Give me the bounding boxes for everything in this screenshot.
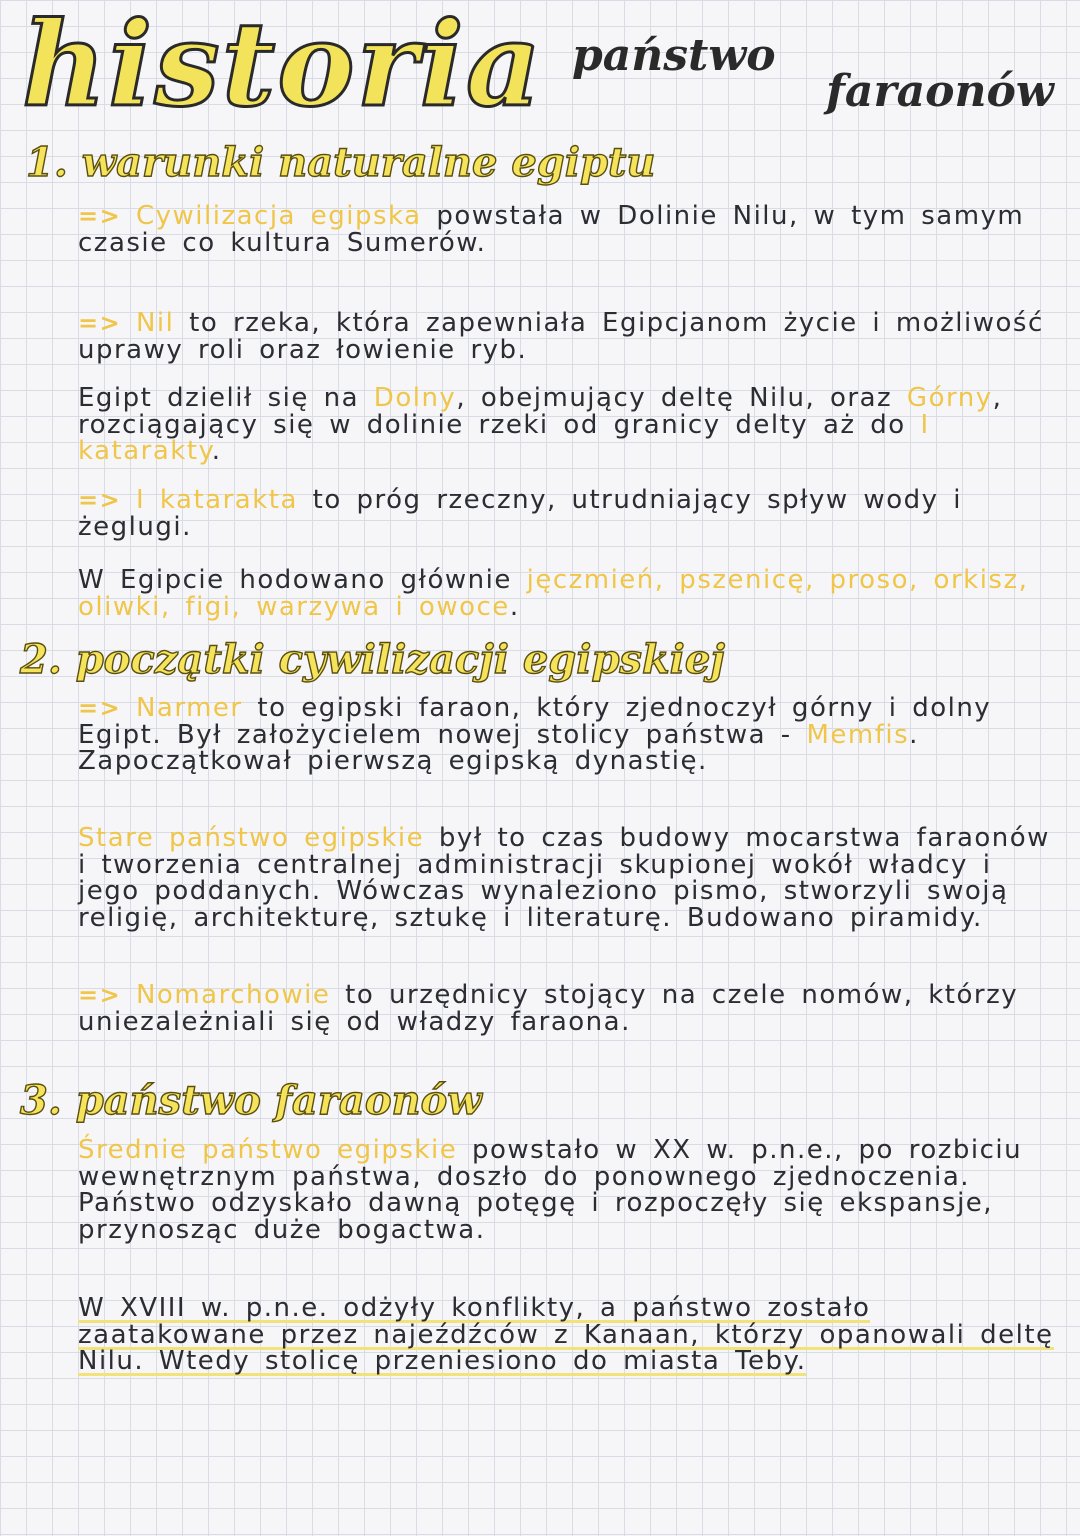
- section-1-heading: [26, 138, 655, 188]
- crops-list: jęczmień, pszenicę, proso, orkisz, oliwki, figi, warzywa i owoce: [78, 565, 1029, 622]
- section-1-paragraph-1: [78, 203, 1063, 256]
- section-3-paragraph-1: [78, 1137, 1063, 1243]
- section-1-paragraph-5: [78, 567, 1063, 620]
- paragraph-text: to egipski faraon, który zjednoczył górny i dolny Egipt. Był założycielem nowej stolicy państwa -: [78, 693, 992, 750]
- section-2-heading: [20, 635, 725, 685]
- section-1-number: 1.: [26, 139, 68, 186]
- section-2-paragraph-2: [78, 825, 1063, 931]
- paragraph-text: , rozciągający się w dolinie rzeki od granicy delty aż do: [78, 383, 1003, 440]
- paragraph-text: to urzędnicy stojący na czele nomów, którzy uniezależniali się od władzy faraona.: [78, 980, 1019, 1037]
- paragraph-text: powstała w Dolinie Nilu, w tym samym czasie co kultura Sumerów.: [78, 201, 1025, 258]
- paragraph-text: W Egipcie hodowano głównie: [78, 565, 512, 595]
- page-title: historia: [22, 0, 544, 133]
- section-3-number: 3.: [20, 1077, 62, 1124]
- section-2-paragraph-3: [78, 982, 1063, 1035]
- section-1-paragraph-3: [78, 385, 1063, 465]
- page-subtitle-2: faraonów: [826, 66, 1054, 117]
- term-stare-panstwo: Stare państwo egipskie: [78, 823, 425, 853]
- term-srednie-panstwo: Średnie państwo egipskie: [78, 1135, 458, 1165]
- section-3-heading: [20, 1076, 482, 1126]
- paragraph-text: , obejmujący deltę Nilu, oraz: [456, 383, 893, 413]
- paragraph-text: Egipt dzielił się na: [78, 383, 360, 413]
- paragraph-text: to rzeka, która zapewniała Egipcjanom życie i możliwość uprawy roli oraz łowienie ryb.: [78, 308, 1044, 365]
- section-2-paragraph-1: [78, 695, 1063, 775]
- term-memfis: Memfis: [806, 719, 910, 750]
- term-katarakta: I katarakta: [135, 485, 298, 515]
- arrow-icon: =>: [78, 309, 122, 337]
- term-i-katarakty: I katarakty: [78, 409, 930, 466]
- term-nomarchowie: Nomarchowie: [135, 980, 331, 1010]
- section-2-title: początki cywilizacji egipskiej: [75, 636, 725, 683]
- arrow-icon: =>: [78, 486, 122, 514]
- term-dolny: Dolny: [373, 383, 457, 413]
- arrow-icon: =>: [78, 202, 122, 230]
- section-3-paragraph-2: [78, 1295, 1063, 1375]
- paragraph-text: . Zapoczątkował pierwszą egipską dynastię.: [78, 719, 919, 776]
- term-narmer: Narmer: [135, 693, 243, 723]
- arrow-icon: =>: [78, 981, 122, 1009]
- section-3-title: państwo faraonów: [75, 1077, 482, 1124]
- paragraph-text: .: [211, 436, 222, 466]
- term-nil: Nil: [135, 308, 175, 338]
- arrow-icon: =>: [78, 694, 122, 722]
- section-1-paragraph-4: [78, 487, 1063, 540]
- paragraph-text: .: [509, 591, 520, 622]
- section-1-title: warunki naturalne egiptu: [81, 139, 656, 186]
- paragraph-text: był to czas budowy mocarstwa faraonów i tworzenia centralnej administracji skupionej wokół władcy i jego poddanych. Wówczas wynaleziono pismo, stworzyli swoją religię, architekturę, sztukę i literaturę. Budowano piramidy.: [78, 823, 1050, 933]
- page-subtitle-1: państwo: [572, 30, 776, 81]
- section-1-paragraph-2: [78, 310, 1063, 363]
- term-gorny: Górny: [906, 383, 993, 413]
- paragraph-text: W XVIII w. p.n.e. odżyły konflikty, a państwo zostało zaatakowane przez najeźdźców z Kanaan, którzy opanowali deltę Nilu. Wtedy stolicę przeniesiono do miasta Teby.: [78, 1293, 1054, 1376]
- term-cywilizacja: Cywilizacja egipska: [135, 201, 422, 231]
- paragraph-text: powstało w XX w. p.n.e., po rozbiciu wewnętrznym państwa, doszło do ponownego zjednoczenia. Państwo odzyskało dawną potęgę i rozpoczęły się ekspansje, przynosząc duże bogactwa.: [78, 1135, 1023, 1245]
- section-2-number: 2.: [20, 636, 62, 683]
- paragraph-text: to próg rzeczny, utrudniający spływ wody i żeglugi.: [78, 485, 962, 542]
